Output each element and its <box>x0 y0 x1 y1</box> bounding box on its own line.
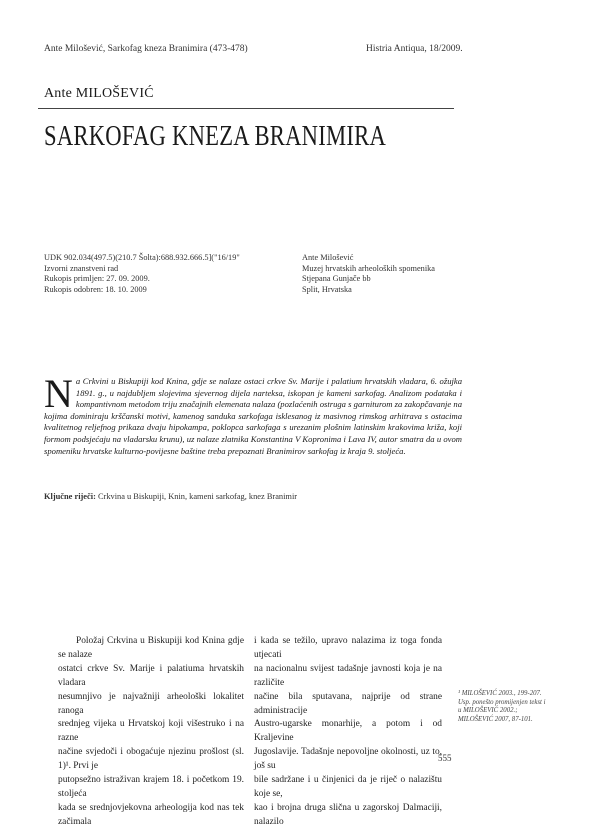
body-line: nesumnjivo je najvažniji arheološki lokalitet ranoga <box>58 691 244 716</box>
body-line: kao i brojna druga slična u zagorskoj Dalmaciji, nalazilo <box>254 802 442 827</box>
keywords <box>44 492 297 501</box>
body-line: bile sadržane i u činjenici da je riječ o nalazištu koje se, <box>254 775 442 799</box>
author-city: Split, Hrvatska <box>302 284 352 294</box>
metadata-left <box>44 253 240 295</box>
author-name: Ante MILOŠEVIĆ <box>44 86 154 101</box>
body-line: i kada se težilo, upravo nalazima iz toga fonda utjecati <box>254 636 442 660</box>
body-line: Položaj Crkvina u Biskupiji kod Knina gdje se nalaze <box>58 636 244 660</box>
body-line: kada se srednjovjekovna arheologija kod nas tek začimala <box>58 802 244 827</box>
body-column-2 <box>254 635 442 830</box>
body-line: ostatci crkve Sv. Marije i palatiuma hrvatskih vladara <box>58 663 244 688</box>
page-number: 555 <box>438 753 452 763</box>
author-street: Stjepana Gunjače bb <box>302 274 371 284</box>
author-institution: Muzej hrvatskih arheoloških spomenika <box>302 263 435 273</box>
author-contact-name: Ante Milošević <box>302 253 354 262</box>
body-line: na nacionalnu svijest tadašnje javnosti koja je na različite <box>254 663 442 688</box>
accepted-date: Rukopis odobren: 18. 10. 2009 <box>44 284 147 294</box>
abstract-dropcap: N <box>44 371 73 416</box>
metadata-right <box>302 253 435 295</box>
keywords-label: Ključne riječi: <box>44 492 96 501</box>
body-line: načine svjedoči i obogaćuje njezinu prošlost (sl. 1)¹. Prvi je <box>58 747 244 772</box>
udk-code: UDK 902.034(497.5)(210.7 Šolta):688.932.666.5]("16/19" <box>44 253 240 262</box>
body-line: srednjeg vijeka u Hrvatskoj koji višestruko i na razne <box>58 719 244 744</box>
body-column-1 <box>58 635 244 830</box>
keywords-text: Crkvina u Biskupiji, Knin, kameni sarkofag, knez Branimir <box>97 492 298 501</box>
body-line: Austro-ugarske monarhije, a potom i od Kraljevine <box>254 719 442 744</box>
received-date: Rukopis primljen: 27. 09. 2009. <box>44 274 150 284</box>
article-title: SARKOFAG KNEZA BRANIMIRA <box>44 120 387 152</box>
body-line: putopsežno istraživan krajem 18. i početkom 19. stoljeća <box>58 775 244 799</box>
abstract <box>44 371 462 457</box>
body-line: načine bila sputavana, najprije od strane administracije <box>254 691 442 716</box>
header-divider <box>38 108 454 109</box>
body-line: Jugoslavije. Tadašnje nepovoljne okolnosti, uz to, još su <box>254 747 442 772</box>
running-header-left: Ante Milošević, Sarkofag kneza Branimira (473-478) <box>44 44 248 54</box>
abstract-text: a Crkvini u Biskupiji kod Knina, gdje se nalaze ostaci crkve Sv. Marije i palatium hrvatskih vladara, 6. ožujka 1891. g., u najdubljem slojevima sjevernog dijela narteksa, iskopan je kameni sarkofag. Analizom podataka i kompantivnom metodom triju značajnih elemenata nalaza (pozlaćenih ostruga s garniturom za zakopčavanje na kojima dominiraju krščanski motivi, kamenog sanduka sarkofaga isklesanog iz masivnog rimskog arhitrava s ostacima kvalitetnog reljefnog prikaza dvaju hipokampa, poklopca sarkofaga s urezanim plošnim latinskim krakovima križa, koji formom podsjećaju na vladarsku krunu), uz nalaze zlatnika Konstantina V Kopronima i Lava IV, autor smatra da u ovom spomeniku hrvatske kulturno-povijesne baštine treba prepoznati Branimirov sarkofag iz kraja 9. stoljeća. <box>44 376 462 456</box>
article-type: Izvorni znanstveni rad <box>44 263 119 273</box>
footnote: ¹ MILOŠEVIĆ 2003., 199-207. Usp. ponešto promijenjen tekst i u MILOŠEVIĆ 2002.; MILOŠEVIĆ 2007, 87-101. <box>458 690 546 723</box>
running-header-right: Histria Antiqua, 18/2009. <box>366 44 463 54</box>
